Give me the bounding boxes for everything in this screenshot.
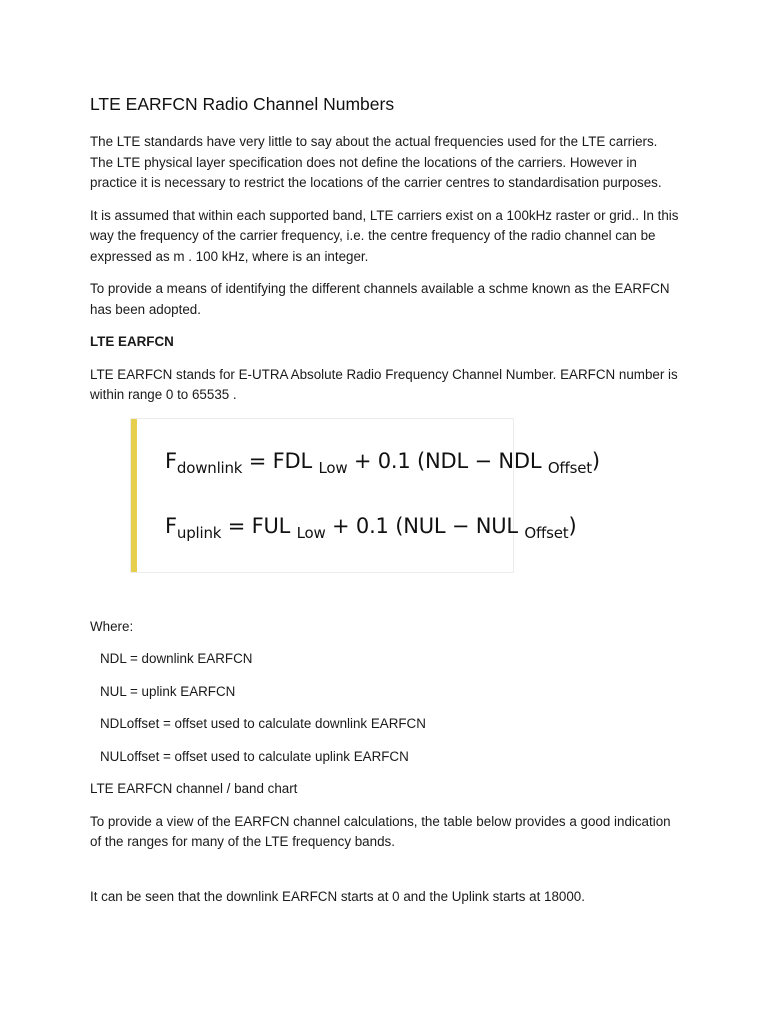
page-title: LTE EARFCN Radio Channel Numbers bbox=[90, 94, 395, 114]
where-item-nuloffset: NULoffset = offset used to calculate uplink EARFCN bbox=[100, 748, 409, 764]
definition-paragraph: LTE EARFCN stands for E-UTRA Absolute Radio Frequency Channel Number. EARFCN number is within range 0 to 65535 . bbox=[90, 366, 678, 402]
uplink-formula bbox=[165, 513, 577, 542]
formula-term: = FDL bbox=[242, 448, 319, 473]
formula-accent-bar bbox=[131, 419, 137, 572]
formula-subscript: Low bbox=[296, 523, 326, 542]
where-item-ndl: NDL = downlink EARFCN bbox=[100, 651, 253, 666]
conclusion-paragraph: It can be seen that the downlink EARFCN starts at 0 and the Uplink starts at 18000. bbox=[90, 888, 585, 904]
where-label: Where: bbox=[90, 618, 134, 634]
formula-lhs-subscript: downlink bbox=[176, 458, 243, 477]
spacer bbox=[90, 865, 680, 887]
formula-tail: ) bbox=[568, 513, 577, 538]
section-subheading: LTE EARFCN bbox=[90, 334, 174, 349]
formula-figure bbox=[130, 418, 600, 573]
formula-lhs: F bbox=[165, 513, 177, 538]
chart-intro-paragraph: To provide a view of the EARFCN channel calculations, the table below provides a good indication of the ranges for many of the LTE frequency bands. bbox=[90, 813, 671, 849]
formula-term: + 0.1 (NDL − NDL bbox=[347, 448, 548, 473]
where-section bbox=[90, 617, 680, 768]
formula-tail: ) bbox=[591, 448, 600, 473]
where-item-nul: NUL = uplink EARFCN bbox=[100, 683, 236, 699]
formula-subscript: Offset bbox=[524, 523, 569, 542]
formula-term: = FUL bbox=[221, 513, 297, 538]
means-paragraph: To provide a means of identifying the different channels available a schme known as the EARFCN has been adopted. bbox=[90, 281, 670, 317]
raster-paragraph: It is assumed that within each supported band, LTE carriers exist on a 100kHz raster or grid.. In this way the frequency of the carrier frequency, i.e. the centre frequency of the radio channel can be expressed as m . 100 kHz, where is an integer. bbox=[90, 207, 679, 264]
formula-subscript: Low bbox=[318, 458, 348, 477]
where-item-ndloffset: NDLoffset = offset used to calculate downlink EARFCN bbox=[100, 716, 426, 731]
chart-heading: LTE EARFCN channel / band chart bbox=[90, 781, 298, 796]
formula-subscript: Offset bbox=[547, 458, 592, 477]
intro-paragraph: The LTE standards have very little to say about the actual frequencies used for the LTE carriers. The LTE physical layer specification does not define the locations of the carriers. However in practice it is necessary to restrict the locations of the carrier centres to standardisation purposes. bbox=[90, 134, 662, 190]
formula-lhs: F bbox=[165, 448, 177, 473]
downlink-formula bbox=[165, 448, 600, 477]
formula-lhs-subscript: uplink bbox=[176, 523, 222, 542]
formula-term: + 0.1 (NUL − NUL bbox=[325, 513, 525, 538]
document-page bbox=[90, 92, 680, 919]
